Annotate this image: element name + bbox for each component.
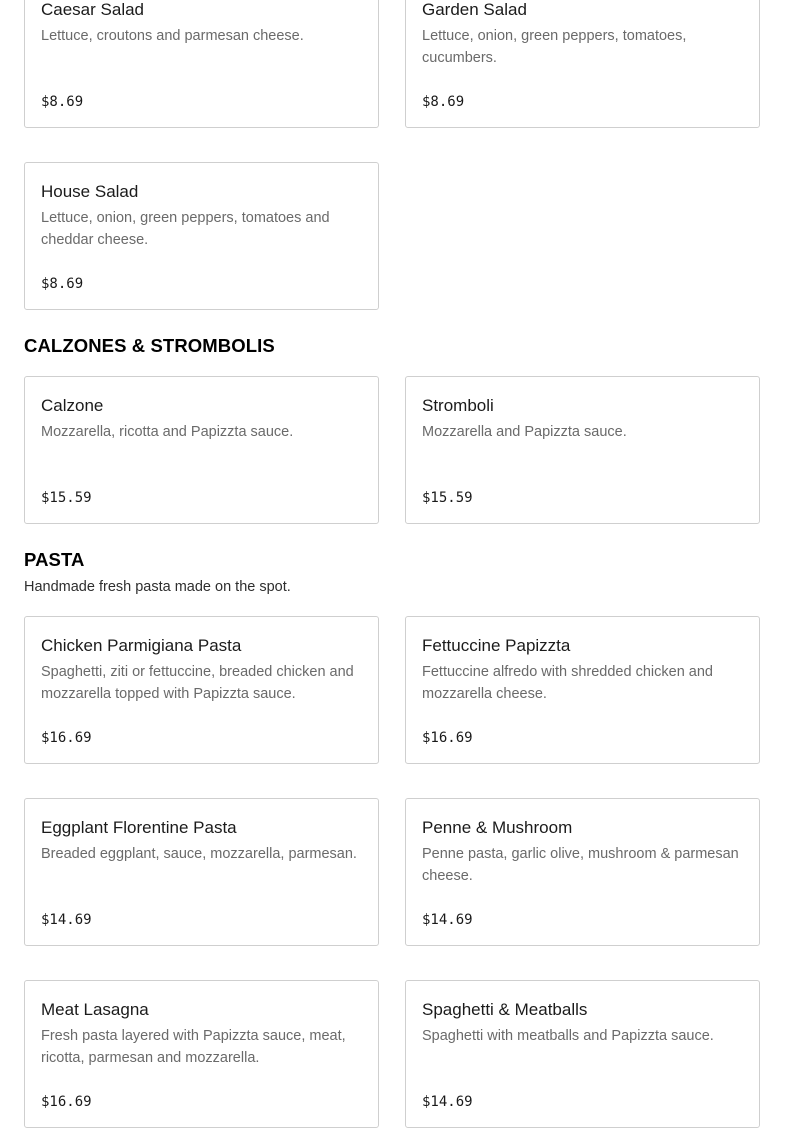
menu-item-card[interactable]: [24, 616, 379, 764]
menu-item-card[interactable]: [24, 798, 379, 946]
menu-item-card[interactable]: [405, 616, 760, 764]
menu-item-name: Eggplant Florentine Pasta: [41, 818, 237, 837]
menu-item-price: $16.69: [422, 730, 473, 746]
menu-item-description: Lettuce, croutons and parmesan cheese.: [41, 28, 304, 44]
section-title-pasta: PASTA: [24, 549, 85, 570]
menu-item-name: Spaghetti & Meatballs: [422, 1000, 588, 1019]
menu-item-price: $14.69: [422, 912, 473, 928]
menu-item-description: Penne pasta, garlic olive, mushroom & parmesan cheese.: [422, 846, 739, 884]
menu-item-description: Lettuce, onion, green peppers, tomatoes and cheddar cheese.: [41, 210, 330, 248]
menu-item-price: $16.69: [41, 1094, 92, 1110]
menu-item-price: $16.69: [41, 730, 92, 746]
section-subtitle-pasta: Handmade fresh pasta made on the spot.: [24, 579, 291, 595]
menu-item-price: $14.69: [422, 1094, 473, 1110]
menu-item-name: Caesar Salad: [41, 0, 145, 19]
menu-item-description: Fresh pasta layered with Papizzta sauce, meat, ricotta, parmesan and mozzarella.: [41, 1028, 346, 1066]
menu-item-name: Stromboli: [422, 396, 494, 415]
menu-item-name: House Salad: [41, 182, 139, 201]
menu-item-description: Lettuce, onion, green peppers, tomatoes, cucumbers.: [422, 28, 687, 66]
menu-item-card[interactable]: [405, 798, 760, 946]
menu-item-name: Meat Lasagna: [41, 1000, 149, 1019]
menu-item-name: Fettuccine Papizzta: [422, 636, 571, 655]
menu-item-card[interactable]: [24, 162, 379, 310]
menu-item-card[interactable]: [24, 980, 379, 1128]
menu-item-name: Calzone: [41, 396, 104, 415]
menu-item-description: Breaded eggplant, sauce, mozzarella, parmesan.: [41, 846, 357, 862]
menu-item-card[interactable]: [405, 376, 760, 524]
menu-item-card[interactable]: [405, 0, 760, 128]
menu-item-card[interactable]: [24, 0, 379, 128]
menu-item-card[interactable]: [24, 376, 379, 524]
menu-item-description: Mozzarella, ricotta and Papizzta sauce.: [41, 424, 294, 440]
menu-item-description: Mozzarella and Papizzta sauce.: [422, 424, 627, 440]
menu-item-price: $8.69: [41, 276, 84, 292]
menu-item-description: Fettuccine alfredo with shredded chicken and mozzarella cheese.: [422, 664, 713, 702]
menu-item-price: $8.69: [41, 94, 84, 110]
menu-item-name: Penne & Mushroom: [422, 818, 573, 837]
menu-item-description: Spaghetti with meatballs and Papizzta sauce.: [422, 1028, 714, 1044]
menu-item-price: $8.69: [422, 94, 465, 110]
menu-item-name: Garden Salad: [422, 0, 527, 19]
section-title-calzones: CALZONES & STROMBOLIS: [24, 335, 275, 356]
menu-item-price: $15.59: [41, 490, 92, 506]
menu-item-price: $14.69: [41, 912, 92, 928]
menu-item-description: Spaghetti, ziti or fettuccine, breaded chicken and mozzarella topped with Papizzta sauce.: [41, 664, 354, 702]
menu-item-card[interactable]: [405, 980, 760, 1128]
menu-item-name: Chicken Parmigiana Pasta: [41, 636, 242, 655]
menu-item-price: $15.59: [422, 490, 473, 506]
